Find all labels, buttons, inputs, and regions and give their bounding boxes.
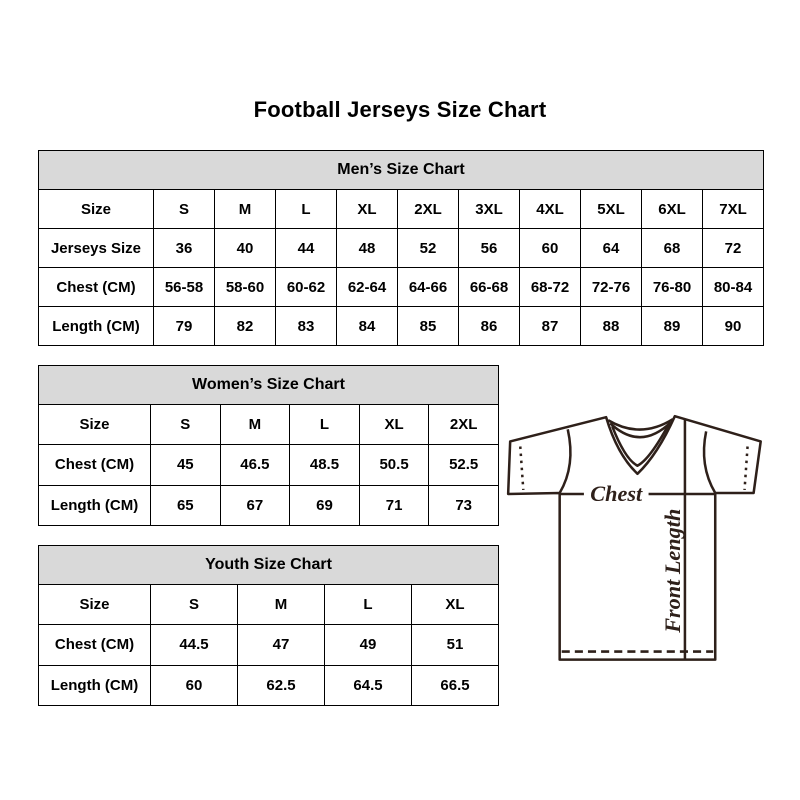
men-size-cell: 36 (154, 229, 215, 268)
men-size-cell: 68-72 (520, 268, 581, 307)
jersey-measurement-diagram (493, 397, 791, 695)
youth-size-cell: 44.5 (151, 625, 238, 665)
youth-size-cell: 66.5 (412, 665, 499, 705)
womens-size-table (38, 365, 499, 526)
men-size-cell: 52 (398, 229, 459, 268)
right-cuff-stitch-line (745, 446, 748, 489)
men-size-cell: 64 (581, 229, 642, 268)
left-sleeve-seam (560, 429, 571, 493)
youth-size-cell: 51 (412, 625, 499, 665)
men-size-cell: 60-62 (276, 268, 337, 307)
women-size-cell: L (290, 405, 360, 445)
women-size-cell: 69 (290, 485, 360, 525)
women-size-cell: 2XL (429, 405, 499, 445)
jersey-outline (508, 416, 761, 659)
men-size-cell: 80-84 (703, 268, 764, 307)
men-size-cell: 90 (703, 307, 764, 346)
youth-size-cell: 62.5 (238, 665, 325, 705)
men-size-cell: 72 (703, 229, 764, 268)
men-size-cell: 58-60 (215, 268, 276, 307)
youth-row-label: Length (CM) (39, 665, 151, 705)
men-size-cell: S (154, 190, 215, 229)
men-size-cell: 88 (581, 307, 642, 346)
men-size-cell: 2XL (398, 190, 459, 229)
men-row-label: Length (CM) (39, 307, 154, 346)
men-size-cell: 72-76 (581, 268, 642, 307)
women-size-cell: M (220, 405, 290, 445)
men-size-cell: 62-64 (337, 268, 398, 307)
men-size-cell: 6XL (642, 190, 703, 229)
chest-label: Chest (590, 481, 643, 507)
men-table-title: Men’s Size Chart (39, 151, 764, 190)
men-row-label: Size (39, 190, 154, 229)
men-size-cell: L (276, 190, 337, 229)
page-title: Football Jerseys Size Chart (253, 97, 547, 122)
men-size-cell: 79 (154, 307, 215, 346)
men-size-cell: M (215, 190, 276, 229)
women-size-cell: 65 (151, 485, 221, 525)
women-size-cell: 45 (151, 445, 221, 485)
men-size-cell: 86 (459, 307, 520, 346)
men-size-cell: 5XL (581, 190, 642, 229)
women-size-cell: 73 (429, 485, 499, 525)
men-size-cell: 56-58 (154, 268, 215, 307)
men-size-cell: 40 (215, 229, 276, 268)
men-size-cell: 48 (337, 229, 398, 268)
left-cuff-stitch-line (520, 446, 523, 489)
men-size-cell: 56 (459, 229, 520, 268)
youth-size-cell: XL (412, 585, 499, 625)
women-table-title: Women’s Size Chart (39, 366, 499, 405)
youth-size-cell: L (325, 585, 412, 625)
men-size-cell: 89 (642, 307, 703, 346)
mens-size-table (38, 150, 764, 346)
men-size-cell: 83 (276, 307, 337, 346)
women-size-cell: S (151, 405, 221, 445)
women-size-cell: 50.5 (359, 445, 429, 485)
right-sleeve-seam (704, 431, 715, 493)
women-row-label: Length (CM) (39, 485, 151, 525)
women-size-cell: 67 (220, 485, 290, 525)
men-size-cell: 76-80 (642, 268, 703, 307)
youth-size-table (38, 545, 499, 706)
women-size-cell: 52.5 (429, 445, 499, 485)
men-size-cell: 44 (276, 229, 337, 268)
men-size-cell: XL (337, 190, 398, 229)
men-size-cell: 7XL (703, 190, 764, 229)
women-size-cell: 46.5 (220, 445, 290, 485)
women-row-label: Size (39, 405, 151, 445)
women-size-cell: 48.5 (290, 445, 360, 485)
women-size-cell: 71 (359, 485, 429, 525)
men-row-label: Chest (CM) (39, 268, 154, 307)
women-row-label: Chest (CM) (39, 445, 151, 485)
youth-table-title: Youth Size Chart (39, 546, 499, 585)
men-size-cell: 87 (520, 307, 581, 346)
youth-size-cell: S (151, 585, 238, 625)
men-size-cell: 85 (398, 307, 459, 346)
men-size-cell: 84 (337, 307, 398, 346)
women-size-cell: XL (359, 405, 429, 445)
men-size-cell: 66-68 (459, 268, 520, 307)
men-size-cell: 60 (520, 229, 581, 268)
youth-size-cell: 64.5 (325, 665, 412, 705)
youth-size-cell: 49 (325, 625, 412, 665)
youth-size-cell: M (238, 585, 325, 625)
youth-size-cell: 60 (151, 665, 238, 705)
front-length-label: Front Length (659, 508, 685, 633)
youth-size-cell: 47 (238, 625, 325, 665)
men-size-cell: 4XL (520, 190, 581, 229)
youth-row-label: Size (39, 585, 151, 625)
men-size-cell: 3XL (459, 190, 520, 229)
men-size-cell: 64-66 (398, 268, 459, 307)
men-row-label: Jerseys Size (39, 229, 154, 268)
men-size-cell: 68 (642, 229, 703, 268)
men-size-cell: 82 (215, 307, 276, 346)
youth-row-label: Chest (CM) (39, 625, 151, 665)
